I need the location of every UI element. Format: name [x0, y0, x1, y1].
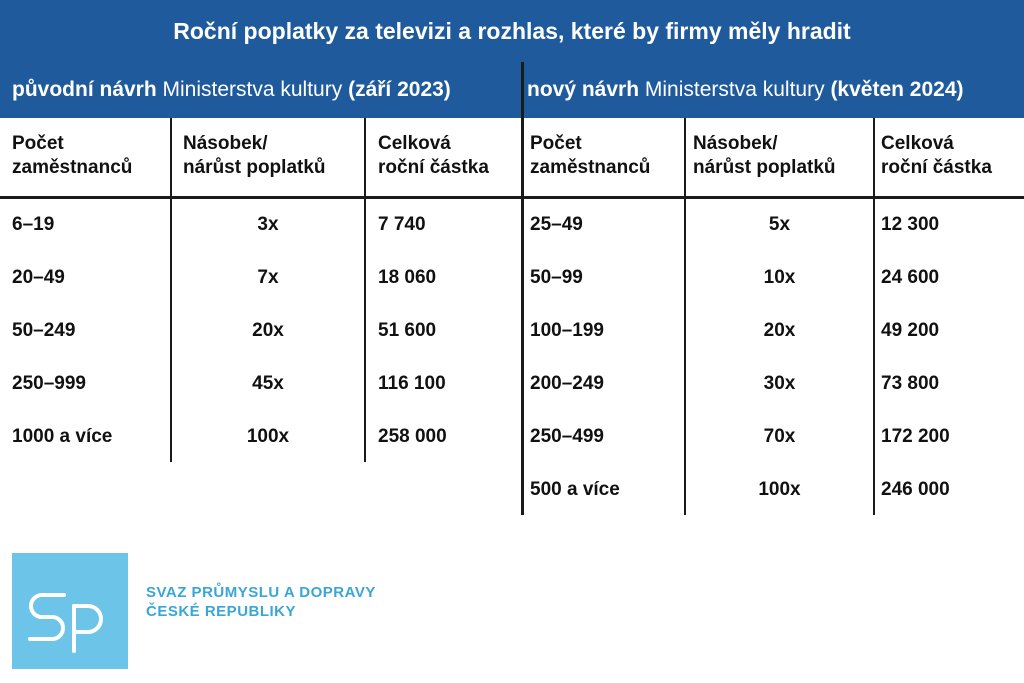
left-heading-bold-1: původní návrh [12, 78, 157, 101]
right-row-2-multiplier: 10x [763, 267, 796, 288]
right-row-6-count: 500 a více [530, 479, 620, 500]
left-header-multiplier: Násobek/ nárůst poplatků [183, 133, 326, 178]
right-heading-bold-1: nový návrh [527, 78, 640, 101]
right-heading-regular: Ministerstva kultury [639, 78, 831, 101]
right-row-5-multiplier: 70x [763, 426, 796, 447]
right-row-5-amount: 172 200 [881, 426, 950, 447]
left-row-2-count: 20–49 [12, 267, 65, 288]
left-row-3-amount: 51 600 [378, 320, 437, 341]
left-heading-regular: Ministerstva kultury [156, 78, 349, 101]
left-column-divider-2 [364, 118, 366, 462]
left-row-1-multiplier: 3x [257, 214, 279, 235]
left-header-count: Počet zaměstnanců [12, 133, 133, 178]
right-row-2-amount: 24 600 [881, 267, 940, 288]
left-row-2-amount: 18 060 [378, 267, 437, 288]
right-row-3-amount: 49 200 [881, 320, 940, 341]
left-section-heading [12, 62, 451, 118]
left-row-5-multiplier: 100x [246, 426, 290, 447]
left-row-1-amount: 7 740 [378, 214, 426, 235]
right-row-6-multiplier: 100x [758, 479, 801, 500]
right-row-3-count: 100–199 [530, 320, 604, 341]
title-banner [0, 0, 1024, 118]
right-row-5-count: 250–499 [530, 426, 604, 447]
left-header-amount: Celková roční částka [378, 133, 489, 178]
org-name-line-2: ČESKÉ REPUBLIKY [146, 603, 297, 620]
left-row-5-amount: 258 000 [378, 426, 447, 447]
left-row-3-count: 50–249 [12, 320, 76, 341]
banner-divider [521, 62, 524, 118]
right-column-divider-1 [684, 118, 686, 515]
left-row-4-count: 250–999 [12, 373, 86, 394]
org-name-line-1: SVAZ PRŮMYSLU A DOPRAVY [146, 584, 376, 601]
section-divider [521, 118, 524, 515]
left-row-1-count: 6–19 [12, 214, 55, 235]
left-heading-bold-2: (září 2023) [348, 78, 451, 101]
right-row-1-count: 25–49 [530, 214, 583, 235]
right-column-divider-2 [873, 118, 875, 515]
right-row-3-multiplier: 20x [763, 320, 796, 341]
right-header-count: Počet zaměstnanců [530, 133, 651, 178]
right-row-1-multiplier: 5x [768, 214, 791, 235]
left-column-divider-1 [170, 118, 172, 462]
left-row-4-multiplier: 45x [252, 373, 284, 394]
right-row-4-count: 200–249 [530, 373, 604, 394]
right-header-amount: Celková roční částka [881, 133, 992, 178]
header-divider [0, 196, 1024, 199]
sp-logo-mark [12, 553, 128, 669]
sp-logo-icon [12, 553, 128, 669]
right-row-4-amount: 73 800 [881, 373, 940, 394]
right-row-6-amount: 246 000 [881, 479, 950, 500]
right-section-heading [527, 62, 964, 118]
left-row-2-multiplier: 7x [257, 267, 279, 288]
left-row-3-multiplier: 20x [252, 320, 284, 341]
right-row-4-multiplier: 30x [763, 373, 796, 394]
right-heading-bold-2: (květen 2024) [830, 78, 964, 101]
right-row-1-amount: 12 300 [881, 214, 940, 235]
organization-name [146, 583, 376, 621]
page-title: Roční poplatky za televizi a rozhlas, které by firmy měly hradit [173, 17, 851, 44]
right-header-multiplier: Násobek/ nárůst poplatků [693, 133, 836, 178]
left-row-4-amount: 116 100 [378, 373, 446, 394]
right-row-2-count: 50–99 [530, 267, 583, 288]
left-row-5-count: 1000 a více [12, 426, 113, 447]
